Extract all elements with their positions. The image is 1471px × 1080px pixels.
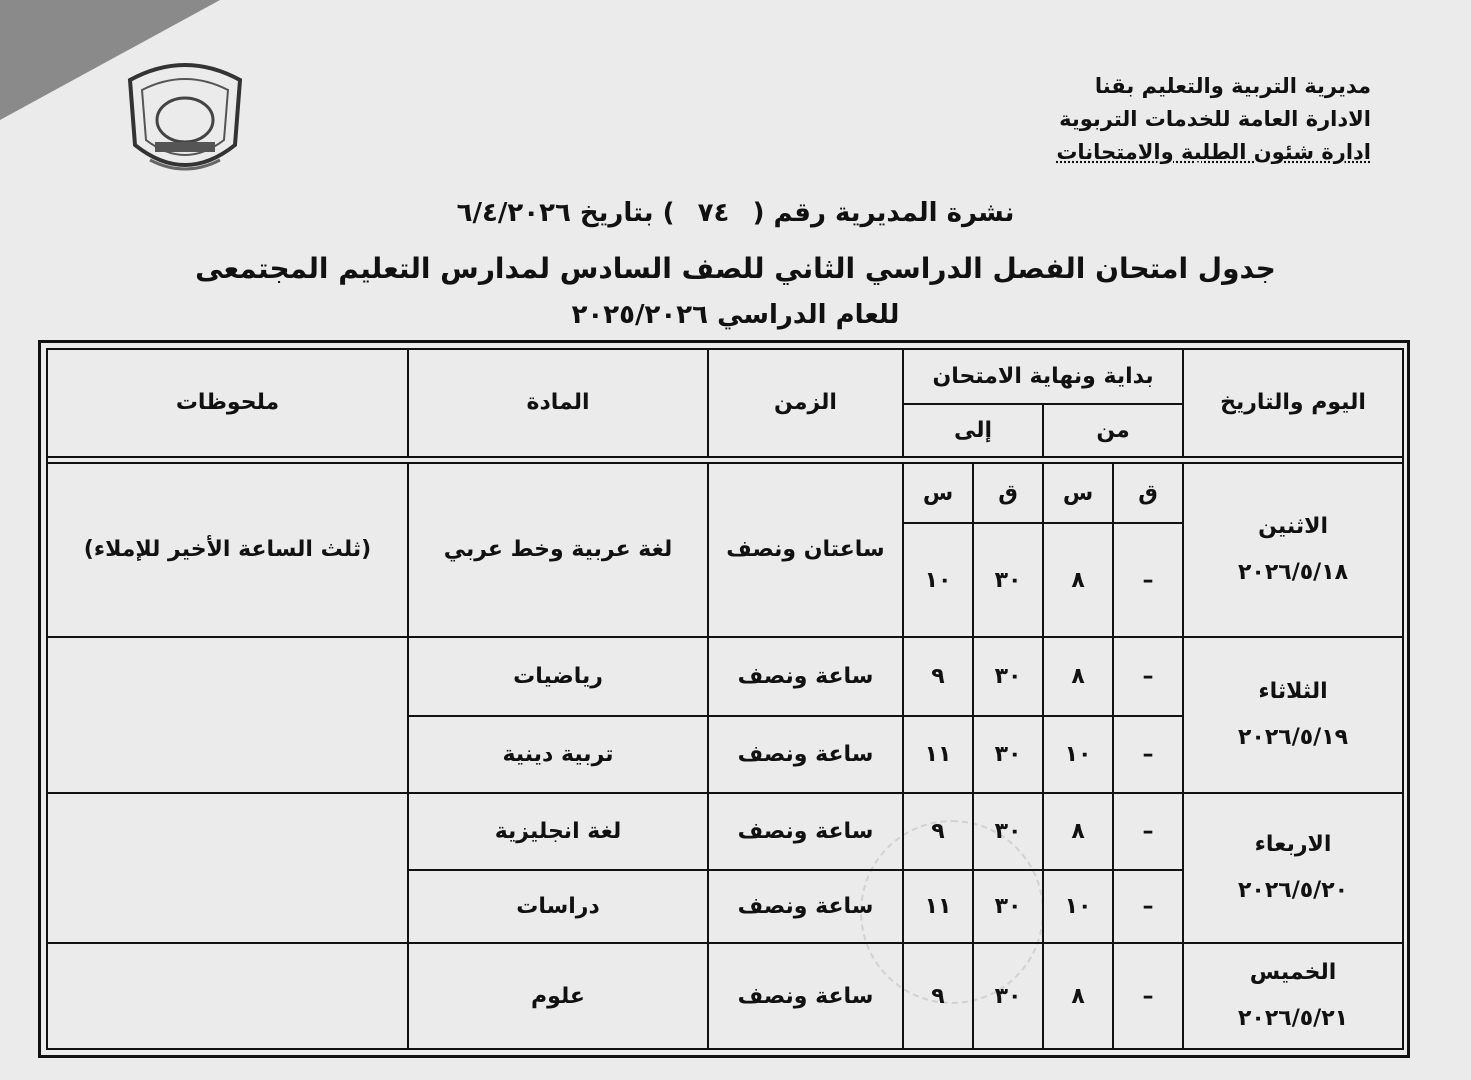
- day-name: الاثنين: [1258, 513, 1329, 539]
- to-hour: ١٠: [903, 523, 973, 637]
- subject-cell: رياضيات: [408, 637, 708, 716]
- page-subtitle: للعام الدراسي ٢٠٢٥/٢٠٢٦: [571, 300, 900, 330]
- exam-schedule-table: [46, 348, 1404, 1050]
- table-row: [47, 943, 1403, 1049]
- duration-cell: ساعة ونصف: [708, 637, 903, 716]
- subject-cell: علوم: [408, 943, 708, 1049]
- day-date: ٢٠٢٦/٥/٢١: [1238, 1006, 1349, 1032]
- day-date: ٢٠٢٦/٥/٢٠: [1238, 878, 1349, 904]
- from-minute: –: [1113, 523, 1183, 637]
- subject-cell: لغة عربية وخط عربي: [408, 463, 708, 637]
- duration-cell: ساعة ونصف: [708, 716, 903, 793]
- org-line-exams-admin: ادارة شئون الطلبة والامتحانات: [1056, 140, 1371, 164]
- day-cell: [1183, 793, 1403, 943]
- day-name: الثلاثاء: [1258, 679, 1328, 705]
- to-minute: ٣٠: [973, 716, 1043, 793]
- to-minute: ٣٠: [973, 523, 1043, 637]
- header-row-1: [47, 349, 1403, 404]
- to-minute: ٣٠: [973, 637, 1043, 716]
- subject-cell: دراسات: [408, 870, 708, 943]
- unit-label-s: س: [1043, 463, 1113, 524]
- day-cell: [1183, 463, 1403, 637]
- page-title: جدول امتحان الفصل الدراسي الثاني للصف السادس لمدارس التعليم المجتمعى: [195, 252, 1276, 285]
- duration-cell: ساعة ونصف: [708, 943, 903, 1049]
- day-date: ٢٠٢٦/٥/١٩: [1238, 725, 1349, 751]
- from-minute: –: [1113, 870, 1183, 943]
- bulletin-number: ٧٤: [697, 198, 730, 228]
- bulletin-mid: ) بتاريخ: [579, 198, 675, 228]
- header-from: من: [1043, 404, 1183, 457]
- notes-cell: [47, 793, 408, 943]
- from-hour: ١٠: [1043, 870, 1113, 943]
- day-name: الخميس: [1249, 960, 1337, 986]
- to-hour: ١١: [903, 716, 973, 793]
- org-line-general-admin: الادارة العامة للخدمات التربوية: [1059, 107, 1371, 131]
- directorate-seal-logo: [110, 50, 260, 190]
- from-minute: –: [1113, 637, 1183, 716]
- bulletin-prefix: نشرة المديرية رقم (: [752, 198, 1015, 228]
- header-duration: الزمن: [708, 349, 903, 457]
- table-row: [47, 793, 1403, 870]
- table-row: [47, 637, 1403, 716]
- unit-label-s: س: [903, 463, 973, 524]
- day-date: ٢٠٢٦/٥/١٨: [1238, 559, 1349, 585]
- notes-cell: [47, 943, 408, 1049]
- bulletin-line: [0, 198, 1471, 228]
- from-hour: ٨: [1043, 793, 1113, 870]
- from-minute: –: [1113, 716, 1183, 793]
- unit-row: [47, 463, 1403, 524]
- duration-cell: ساعتان ونصف: [708, 463, 903, 637]
- org-line-directorate: مديرية التربية والتعليم بقنا: [1094, 74, 1371, 98]
- unit-label-q: ق: [1113, 463, 1183, 524]
- to-hour: ١١: [903, 870, 973, 943]
- duration-cell: ساعة ونصف: [708, 793, 903, 870]
- unit-label-q: ق: [973, 463, 1043, 524]
- subject-cell: تربية دينية: [408, 716, 708, 793]
- header-day-date: اليوم والتاريخ: [1183, 349, 1403, 457]
- header-subject: المادة: [408, 349, 708, 457]
- header-to: إلى: [903, 404, 1043, 457]
- to-minute: ٣٠: [973, 943, 1043, 1049]
- duration-cell: ساعة ونصف: [708, 870, 903, 943]
- to-hour: ٩: [903, 637, 973, 716]
- from-hour: ٨: [1043, 943, 1113, 1049]
- from-hour: ٨: [1043, 637, 1113, 716]
- day-cell: [1183, 637, 1403, 793]
- day-name: الاربعاء: [1254, 832, 1332, 858]
- to-hour: ٩: [903, 943, 973, 1049]
- notes-cell: (ثلث الساعة الأخير للإملاء): [47, 463, 408, 637]
- from-hour: ٨: [1043, 523, 1113, 637]
- from-hour: ١٠: [1043, 716, 1113, 793]
- to-minute: ٣٠: [973, 870, 1043, 943]
- from-minute: –: [1113, 793, 1183, 870]
- bulletin-date: ٦/٤/٢٠٢٦: [456, 198, 571, 228]
- subject-cell: لغة انجليزية: [408, 793, 708, 870]
- to-hour: ٩: [903, 793, 973, 870]
- header-notes: ملحوظات: [47, 349, 408, 457]
- issuing-organization: [1011, 70, 1371, 169]
- from-minute: –: [1113, 943, 1183, 1049]
- day-cell: [1183, 943, 1403, 1049]
- to-minute: ٣٠: [973, 793, 1043, 870]
- header-start-end: بداية ونهاية الامتحان: [903, 349, 1183, 404]
- notes-cell: [47, 637, 408, 793]
